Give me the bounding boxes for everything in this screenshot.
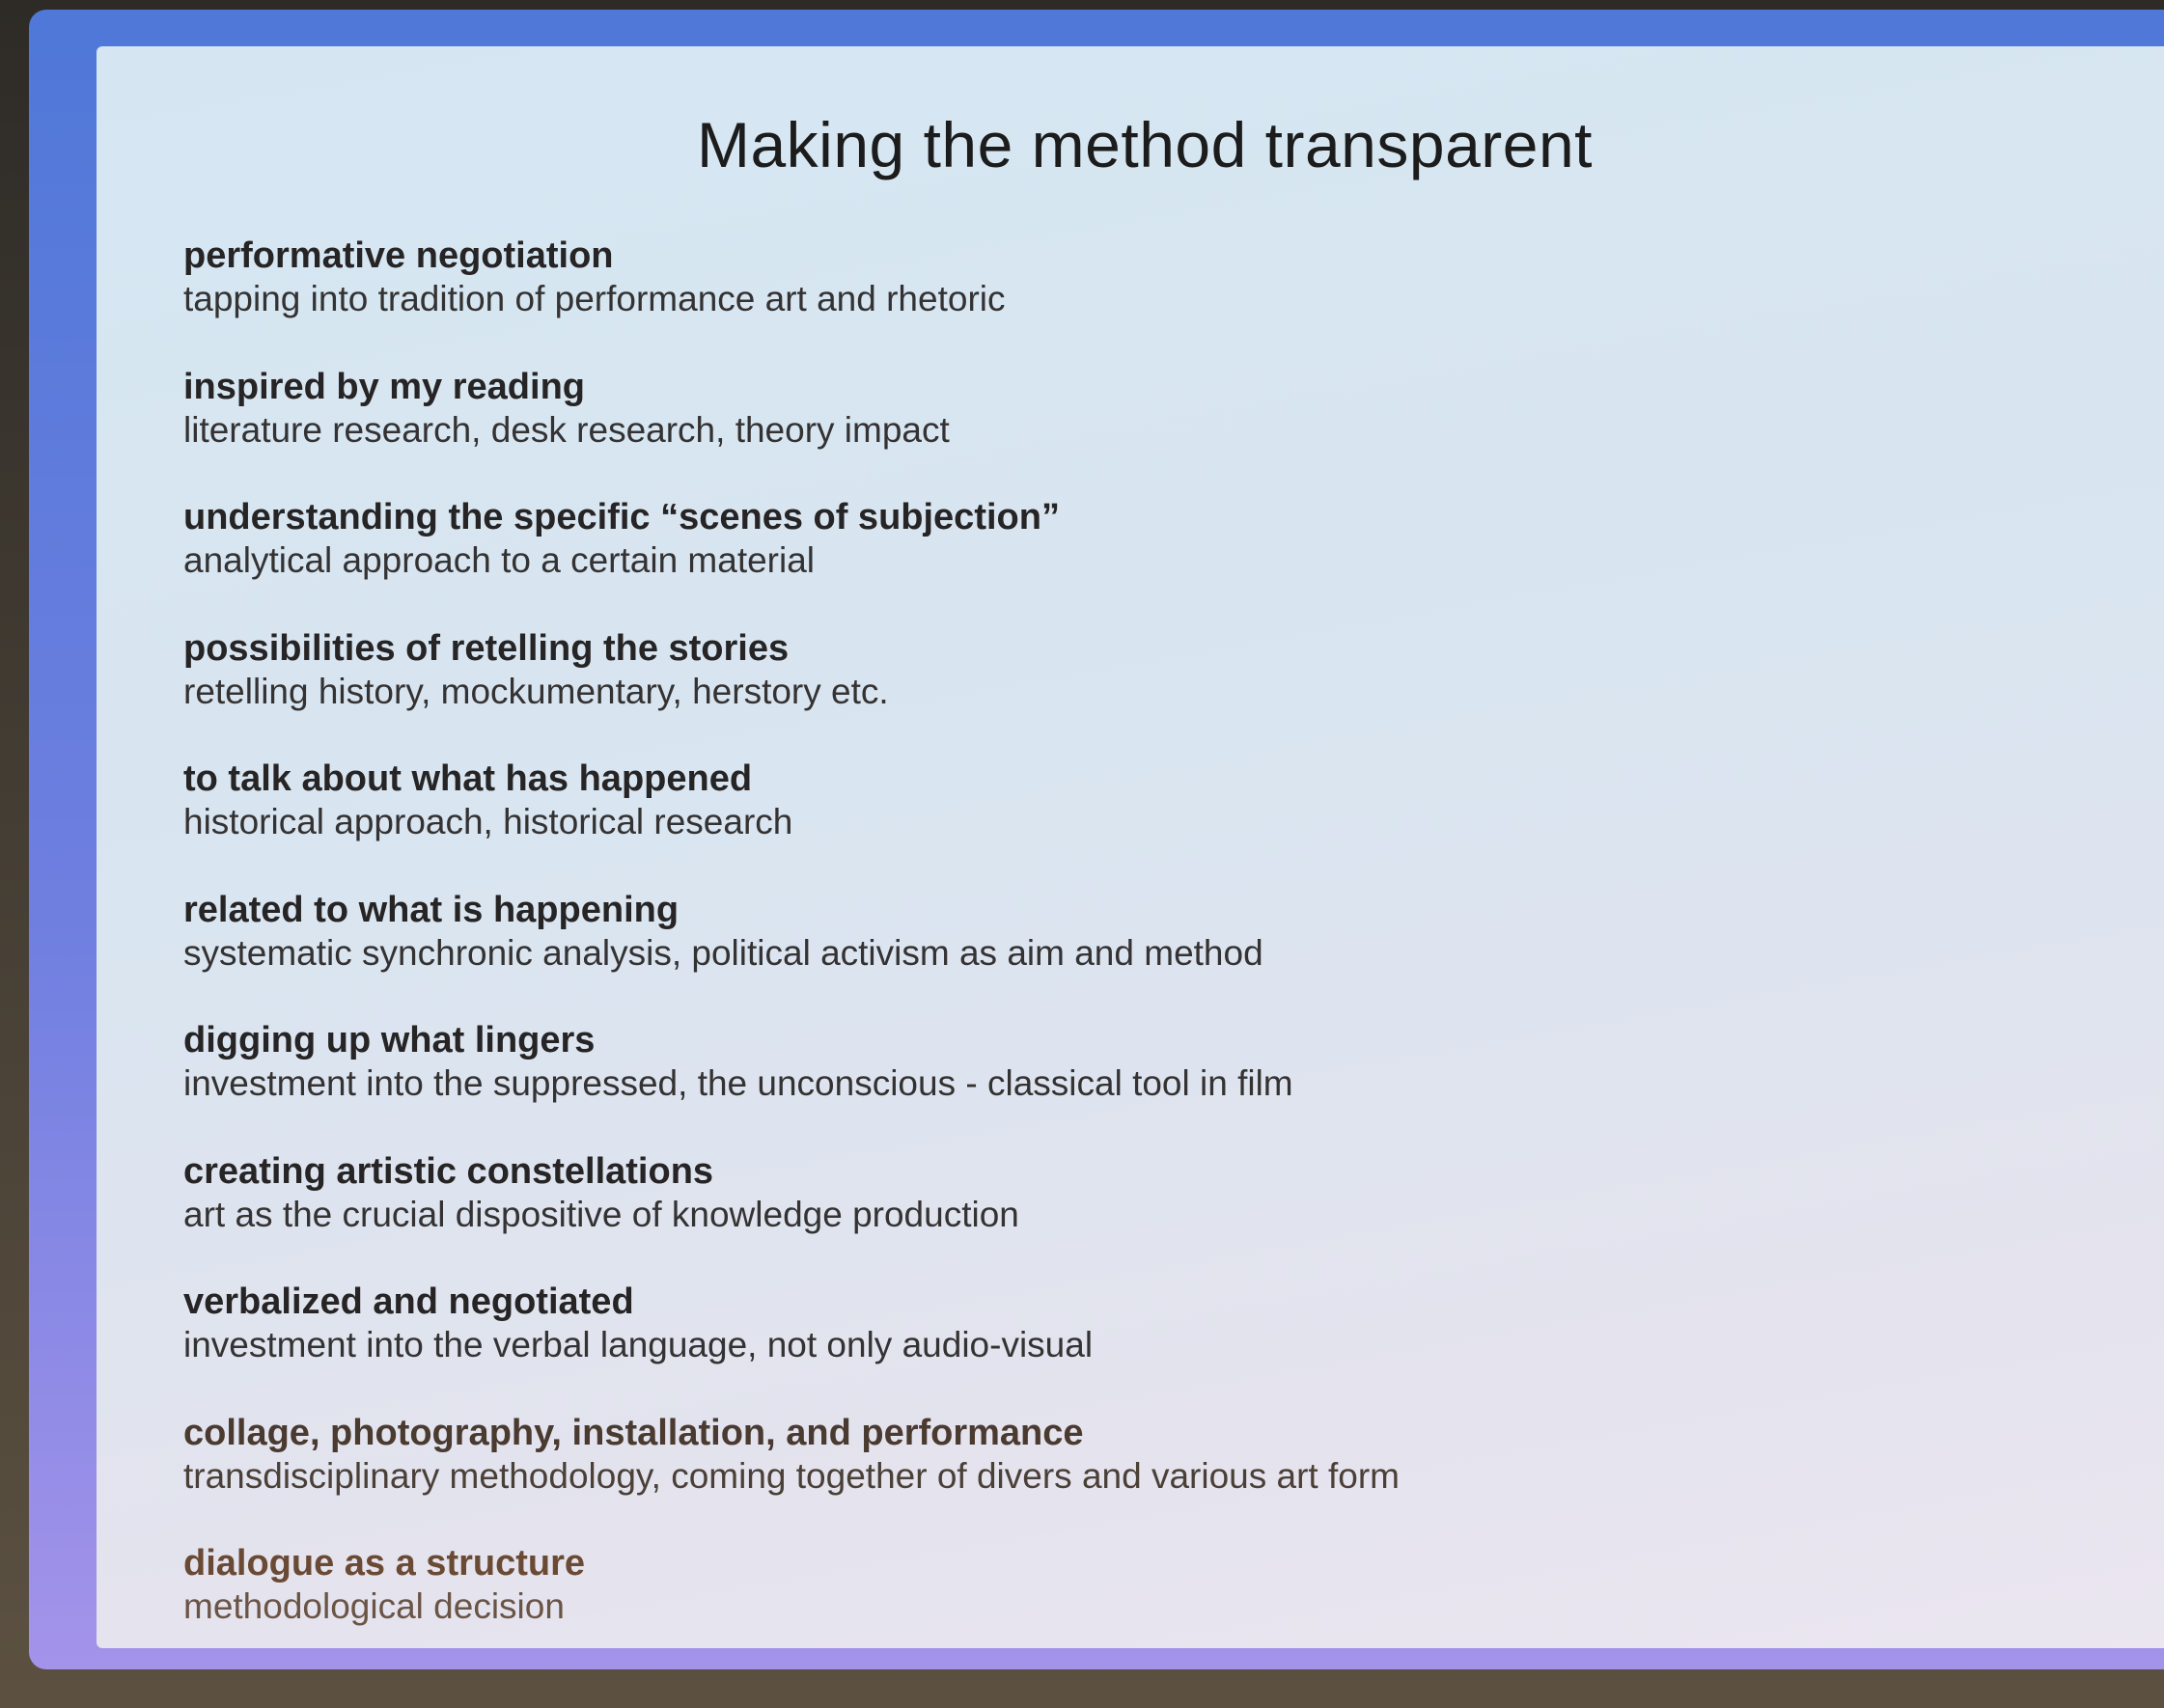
item-description: systematic synchronic analysis, political activism as aim and method — [183, 932, 1263, 973]
item-description: retelling history, mockumentary, herstory etc. — [183, 671, 889, 711]
list-item — [183, 758, 2017, 889]
item-description: methodological decision — [183, 1586, 565, 1626]
list-item — [183, 889, 2017, 1020]
item-description: literature research, desk research, theory impact — [183, 409, 950, 450]
item-heading: dialogue as a structure — [183, 1543, 586, 1584]
item-description: tapping into tradition of performance art and rhetoric — [183, 279, 1006, 318]
slide-title: Making the method transparent — [696, 109, 1594, 180]
item-heading: verbalized and negotiated — [183, 1281, 634, 1322]
list-item — [183, 1150, 2017, 1281]
item-heading: to talk about what has happened — [183, 758, 753, 799]
list-item — [183, 366, 2017, 497]
item-description: transdisciplinary methodology, coming together of divers and various art form — [183, 1455, 1400, 1496]
item-description: historical approach, historical research — [183, 802, 793, 841]
item-heading: related to what is happening — [183, 889, 680, 930]
method-list — [183, 234, 2017, 1673]
item-heading: possibilities of retelling the stories — [183, 627, 790, 669]
item-heading: creating artistic constellations — [183, 1150, 714, 1192]
slide-frame — [29, 10, 2164, 1669]
list-item — [183, 1412, 2017, 1543]
list-item — [183, 1019, 2017, 1150]
item-heading: collage, photography, installation, and performance — [183, 1412, 1084, 1453]
item-description: investment into the verbal language, not only audio-visual — [183, 1325, 1094, 1364]
item-description: analytical approach to a certain material — [183, 540, 816, 580]
item-heading: inspired by my reading — [183, 366, 585, 407]
item-description: investment into the suppressed, the unconscious - classical tool in film — [183, 1063, 1293, 1103]
list-item — [183, 627, 2017, 758]
list-item — [183, 234, 2017, 366]
list-item — [183, 1542, 2017, 1673]
slide — [97, 46, 2164, 1648]
item-description: art as the crucial dispositive of knowledge production — [183, 1194, 1019, 1234]
item-heading: performative negotiation — [183, 235, 614, 276]
item-heading: understanding the specific “scenes of subjection” — [183, 497, 1060, 537]
list-item — [183, 1281, 2017, 1412]
list-item — [183, 496, 2017, 627]
item-heading: digging up what lingers — [183, 1020, 596, 1061]
